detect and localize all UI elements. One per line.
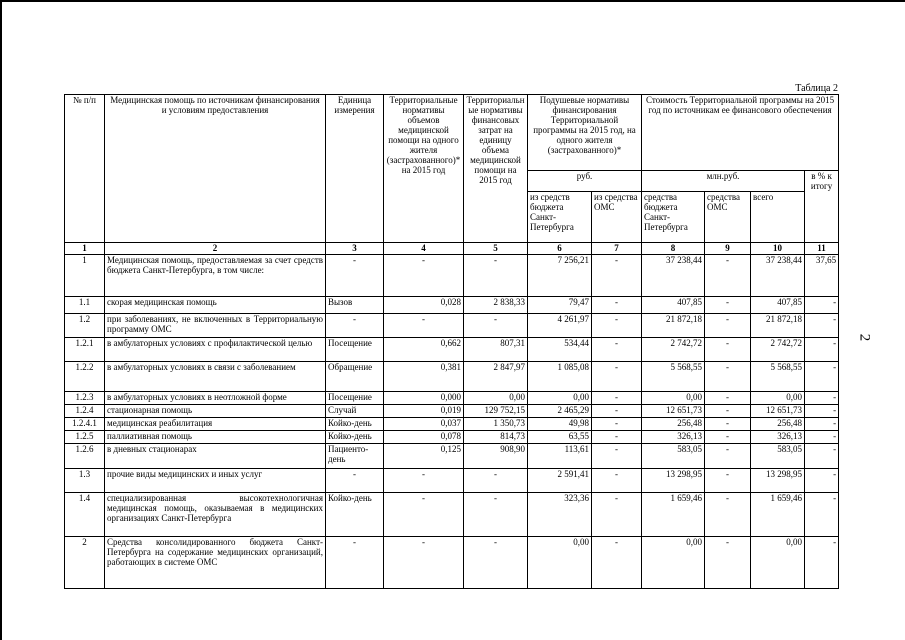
cell-oms-funds: - (705, 297, 751, 314)
cell-total: 5 568,55 (751, 362, 805, 392)
cell-cost-norm: - (464, 537, 528, 589)
cell-per-capita-oms: - (592, 297, 642, 314)
cell-pct-total: - (805, 362, 839, 392)
cell-cost-norm: - (464, 493, 528, 537)
table-row (65, 392, 839, 405)
cell-cost-norm: - (464, 255, 528, 297)
cell-num: 1.3 (65, 469, 105, 493)
cell-pct-total: - (805, 469, 839, 493)
scan-border-left (0, 0, 2, 640)
financing-table (64, 94, 839, 589)
column-number: 5 (464, 243, 528, 255)
table-row (65, 314, 839, 338)
cell-volume-norm: - (384, 255, 464, 297)
cell-name: при заболеваниях, не включенных в Территориальную программу ОМС (105, 314, 326, 338)
cell-name: в амбулаторных условиях в неотложной форме (105, 392, 326, 405)
header-pct-total: в % к итогу (805, 171, 839, 243)
cell-per-capita-budget: 0,00 (528, 392, 592, 405)
cell-budget-funds: 5 568,55 (642, 362, 705, 392)
cell-total: 326,13 (751, 431, 805, 444)
cell-pct-total: - (805, 297, 839, 314)
cell-per-capita-budget: 63,55 (528, 431, 592, 444)
column-number: 4 (384, 243, 464, 255)
header-per-capita: Подушевые нормативы финансирования Территориальной программы на 2015 год, на одного жителя (застрахованного)* (528, 95, 642, 171)
column-number: 6 (528, 243, 592, 255)
cell-volume-norm: - (384, 493, 464, 537)
table-row (65, 405, 839, 418)
cell-num: 1.2.1 (65, 338, 105, 362)
cell-num: 1.1 (65, 297, 105, 314)
cell-total: 2 742,72 (751, 338, 805, 362)
cell-total: 12 651,73 (751, 405, 805, 418)
header-budget-funds: средства бюджета Санкт-Петербурга (642, 192, 705, 243)
table-row (65, 338, 839, 362)
cell-pct-total: - (805, 418, 839, 431)
cell-volume-norm: 0,000 (384, 392, 464, 405)
header-oms-funds: средства ОМС (705, 192, 751, 243)
cell-budget-funds: 407,85 (642, 297, 705, 314)
cell-name: Средства консолидированного бюджета Санкт-Петербурга на содержание медицинских организаций, работающих в системе ОМС (105, 537, 326, 589)
cell-unit: Койко-день (326, 493, 384, 537)
cell-cost-norm: 129 752,15 (464, 405, 528, 418)
cell-unit: Пациенто-день (326, 444, 384, 469)
cell-unit: Вызов (326, 297, 384, 314)
cell-pct-total: - (805, 431, 839, 444)
cell-num: 1.2.4 (65, 405, 105, 418)
data-rows (65, 255, 839, 589)
column-number: 1 (65, 243, 105, 255)
cell-total: 0,00 (751, 392, 805, 405)
cell-num: 1.2.6 (65, 444, 105, 469)
cell-cost-norm: 908,90 (464, 444, 528, 469)
cell-cost-norm: 807,31 (464, 338, 528, 362)
header-cost-norm: Территориальные нормативы финансовых затрат на единицу объема медицинской помощи на 2015 год (464, 95, 528, 243)
cell-budget-funds: 0,00 (642, 392, 705, 405)
cell-oms-funds: - (705, 338, 751, 362)
cell-name: стационарная помощь (105, 405, 326, 418)
cell-name: в дневных стационарах (105, 444, 326, 469)
cell-per-capita-oms: - (592, 392, 642, 405)
cell-total: 0,00 (751, 537, 805, 589)
cell-pct-total: - (805, 537, 839, 589)
cell-per-capita-budget: 7 256,21 (528, 255, 592, 297)
column-number-row (65, 243, 839, 255)
cell-total: 1 659,46 (751, 493, 805, 537)
table-row (65, 493, 839, 537)
cell-unit: Посещение (326, 338, 384, 362)
header-rub: руб. (528, 171, 642, 192)
cell-unit: Посещение (326, 392, 384, 405)
cell-per-capita-oms: - (592, 537, 642, 589)
cell-budget-funds: 2 742,72 (642, 338, 705, 362)
cell-per-capita-budget: 2 591,41 (528, 469, 592, 493)
cell-unit: Койко-день (326, 418, 384, 431)
column-number: 11 (805, 243, 839, 255)
table-row (65, 297, 839, 314)
cell-per-capita-budget: 113,61 (528, 444, 592, 469)
cell-total: 583,05 (751, 444, 805, 469)
cell-oms-funds: - (705, 469, 751, 493)
header-from-oms: из средства ОМС (592, 192, 642, 243)
table-row (65, 255, 839, 297)
cell-per-capita-oms: - (592, 431, 642, 444)
cell-oms-funds: - (705, 537, 751, 589)
scan-border-top (0, 0, 905, 2)
cell-pct-total: - (805, 405, 839, 418)
cell-total: 21 872,18 (751, 314, 805, 338)
cell-num: 1.2 (65, 314, 105, 338)
cell-pct-total: - (805, 314, 839, 338)
cell-name: медицинская реабилитация (105, 418, 326, 431)
column-number: 7 (592, 243, 642, 255)
cell-volume-norm: - (384, 537, 464, 589)
column-number: 3 (326, 243, 384, 255)
cell-pct-total: - (805, 444, 839, 469)
cell-pct-total: - (805, 493, 839, 537)
cell-volume-norm: - (384, 314, 464, 338)
cell-oms-funds: - (705, 444, 751, 469)
cell-name: паллиативная помощь (105, 431, 326, 444)
cell-volume-norm: 0,381 (384, 362, 464, 392)
cell-total: 13 298,95 (751, 469, 805, 493)
table-row (65, 444, 839, 469)
header-total: всего (751, 192, 805, 243)
cell-volume-norm: 0,019 (384, 405, 464, 418)
cell-per-capita-oms: - (592, 444, 642, 469)
cell-per-capita-oms: - (592, 469, 642, 493)
cell-pct-total: 37,65 (805, 255, 839, 297)
table-row (65, 431, 839, 444)
cell-unit: - (326, 314, 384, 338)
cell-name: прочие виды медицинских и иных услуг (105, 469, 326, 493)
cell-unit: Обращение (326, 362, 384, 392)
cell-num: 1.4 (65, 493, 105, 537)
header-unit: Единица измерения (326, 95, 384, 243)
cell-budget-funds: 13 298,95 (642, 469, 705, 493)
cell-cost-norm: 2 838,33 (464, 297, 528, 314)
cell-unit: Койко-день (326, 431, 384, 444)
cell-unit: - (326, 469, 384, 493)
cell-volume-norm: - (384, 469, 464, 493)
cell-total: 256,48 (751, 418, 805, 431)
cell-budget-funds: 21 872,18 (642, 314, 705, 338)
cell-per-capita-oms: - (592, 314, 642, 338)
cell-per-capita-budget: 1 085,08 (528, 362, 592, 392)
cell-num: 1.2.2 (65, 362, 105, 392)
cell-pct-total: - (805, 338, 839, 362)
cell-cost-norm: - (464, 469, 528, 493)
cell-volume-norm: 0,028 (384, 297, 464, 314)
table-caption: Таблица 2 (795, 83, 838, 94)
cell-per-capita-budget: 79,47 (528, 297, 592, 314)
cell-per-capita-oms: - (592, 418, 642, 431)
header-num: № п/п (65, 95, 105, 243)
cell-cost-norm: 1 350,73 (464, 418, 528, 431)
cell-budget-funds: 326,13 (642, 431, 705, 444)
cell-name: в амбулаторных условиях в связи с заболеванием (105, 362, 326, 392)
cell-cost-norm: - (464, 314, 528, 338)
header-volume-norm: Территориальные нормативы объемов медицинской помощи на одного жителя (застрахованного)* на 2015 год (384, 95, 464, 243)
cell-pct-total: - (805, 392, 839, 405)
header-from-budget: из средств бюджета Санкт-Петербурга (528, 192, 592, 243)
cell-oms-funds: - (705, 418, 751, 431)
cell-volume-norm: 0,662 (384, 338, 464, 362)
cell-budget-funds: 37 238,44 (642, 255, 705, 297)
cell-num: 1.2.5 (65, 431, 105, 444)
cell-cost-norm: 0,00 (464, 392, 528, 405)
cell-volume-norm: 0,125 (384, 444, 464, 469)
cell-oms-funds: - (705, 392, 751, 405)
cell-cost-norm: 2 847,97 (464, 362, 528, 392)
table-row (65, 362, 839, 392)
cell-per-capita-budget: 4 261,97 (528, 314, 592, 338)
header-row-1 (65, 95, 839, 171)
column-number: 9 (705, 243, 751, 255)
column-number: 10 (751, 243, 805, 255)
cell-per-capita-budget: 323,36 (528, 493, 592, 537)
cell-total: 407,85 (751, 297, 805, 314)
cell-per-capita-oms: - (592, 362, 642, 392)
cell-num: 1.2.4.1 (65, 418, 105, 431)
cell-budget-funds: 0,00 (642, 537, 705, 589)
cell-unit: - (326, 537, 384, 589)
cell-name: специализированная высокотехнологичная медицинская помощь, оказываемая в медицинских организациях Санкт-Петербурга (105, 493, 326, 537)
cell-per-capita-oms: - (592, 405, 642, 418)
cell-oms-funds: - (705, 362, 751, 392)
cell-unit: Случай (326, 405, 384, 418)
cell-num: 1 (65, 255, 105, 297)
cell-per-capita-oms: - (592, 493, 642, 537)
cell-num: 1.2.3 (65, 392, 105, 405)
header-care: Медицинская помощь по источникам финансирования и условиям предоставления (105, 95, 326, 243)
cell-num: 2 (65, 537, 105, 589)
column-number: 8 (642, 243, 705, 255)
cell-budget-funds: 12 651,73 (642, 405, 705, 418)
cell-budget-funds: 1 659,46 (642, 493, 705, 537)
cell-oms-funds: - (705, 314, 751, 338)
cell-oms-funds: - (705, 493, 751, 537)
table-row (65, 469, 839, 493)
table-row (65, 537, 839, 589)
cell-name: скорая медицинская помощь (105, 297, 326, 314)
cell-unit: - (326, 255, 384, 297)
cell-per-capita-budget: 49,98 (528, 418, 592, 431)
cell-name: в амбулаторных условиях с профилактической целью (105, 338, 326, 362)
cell-per-capita-oms: - (592, 255, 642, 297)
cell-per-capita-budget: 2 465,29 (528, 405, 592, 418)
cell-per-capita-budget: 534,44 (528, 338, 592, 362)
cell-per-capita-oms: - (592, 338, 642, 362)
header-mln-rub: млн.руб. (642, 171, 805, 192)
cell-name: Медицинская помощь, предоставляемая за счет средств бюджета Санкт-Петербурга, в том числе: (105, 255, 326, 297)
cell-total: 37 238,44 (751, 255, 805, 297)
cell-oms-funds: - (705, 255, 751, 297)
cell-oms-funds: - (705, 405, 751, 418)
page-number: 2 (856, 333, 873, 342)
cell-per-capita-budget: 0,00 (528, 537, 592, 589)
cell-oms-funds: - (705, 431, 751, 444)
cell-budget-funds: 583,05 (642, 444, 705, 469)
table-row (65, 418, 839, 431)
cell-cost-norm: 814,73 (464, 431, 528, 444)
header-program-cost: Стоимость Территориальной программы на 2015 год по источникам ее финансового обеспечения (642, 95, 839, 171)
column-number: 2 (105, 243, 326, 255)
cell-budget-funds: 256,48 (642, 418, 705, 431)
cell-volume-norm: 0,078 (384, 431, 464, 444)
cell-volume-norm: 0,037 (384, 418, 464, 431)
